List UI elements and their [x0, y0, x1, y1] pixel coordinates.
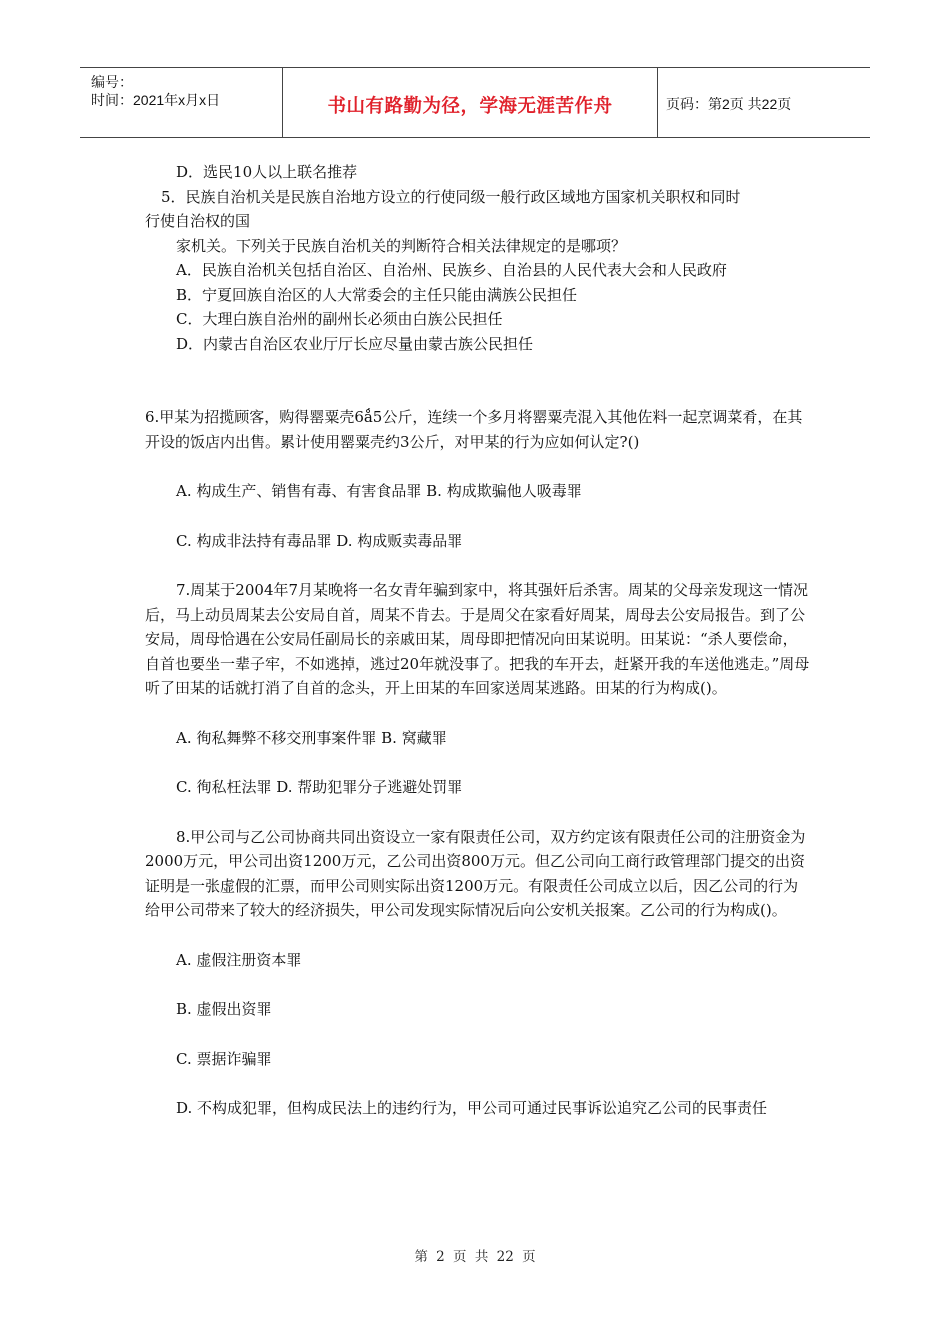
- q7-options-ab: A. 徇私舞弊不移交刑事案件罪 B. 窝藏罪: [176, 728, 447, 747]
- q8-stem: 8.甲公司与乙公司协商共同出资设立一家有限责任公司，双方约定该有限责任公司的注册资金为2000万元，甲公司出资1200万元，乙公司出资800万元。但乙公司向工商行政管理部门提交的出资证明是一张虚假的汇票，而甲公司则实际出资1200万元。有限责任公司成立以后，因乙公司的行为给甲公司带来了较大的经济损失，甲公司发现实际情况后向公安机关报案。乙公司的行为构成()。: [145, 827, 806, 919]
- header-motto: 书山有路勤为径，学海无涯苦作舟: [327, 96, 613, 117]
- q4-option-d: D．选民10人以上联名推荐: [176, 163, 358, 181]
- q5-option-b: B．宁夏回族自治区的人大常委会的主任只能由满族公民担任: [176, 285, 578, 304]
- q5-option-d: D．内蒙古自治区农业厅厅长应尽量由蒙古族公民担任: [176, 334, 534, 353]
- q7-stem: 7.周某于2004年7月某晚将一名女青年骗到家中，将其强奸后杀害。周某的父母亲发现这一情况后，马上动员周某去公安局自首，周某不肯去。于是周父在家看好周某，周母去公安局报告。到了公安局，周母恰遇在公安局任副局长的亲戚田某，周母即把情况向田某说明。田某说：“杀人要偿命，自首也要坐一辈子牢，不如逃掉，逃过20年就没事了。把我的车开去，赶紧开我的车送他逃走。”周母听了田某的话就打消了自首的念头，开上田某的车回家送周某逃路。田某的行为构成()。: [145, 581, 810, 697]
- q8-option-d: D. 不构成犯罪，但构成民法上的违约行为，甲公司可通过民事诉讼追究乙公司的民事责任: [176, 1099, 768, 1117]
- q8-option-b: B. 虚假出资罪: [176, 1000, 272, 1018]
- q5-stem-line1: 5．民族自治机关是民族自治地方设立的行使同级一般行政区域地方国家机关职权和同时: [161, 187, 741, 206]
- q5-stem-line3: 家机关。下列关于民族自治机关的判断符合相关法律规定的是哪项？: [176, 236, 627, 255]
- q6-options-cd: C. 构成非法持有毒品罪 D. 构成贩卖毒品罪: [176, 531, 463, 550]
- header-page-cell: [658, 68, 870, 137]
- q5-stem-line2: 行使自治权的国: [145, 212, 251, 230]
- header-info-cell: [80, 68, 283, 137]
- q5-option-a: A．民族自治机关包括自治区、自治州、民族乡、自治县的人民代表大会和人民政府: [176, 261, 727, 279]
- page-header: [80, 67, 870, 138]
- header-motto-cell: [283, 68, 658, 137]
- page-footer: 第 2 页 共 22 页: [414, 1249, 536, 1265]
- q5-option-c: C．大理白族自治州的副州长必须由白族公民担任: [176, 310, 503, 328]
- document-date-label: 时间：2021年x月x日: [91, 92, 221, 108]
- q8-option-c: C. 票据诈骗罪: [176, 1049, 272, 1068]
- document-code-label: 编号：: [91, 74, 133, 90]
- header-page-code: 页码：第2页 共22页: [666, 96, 792, 112]
- q7-options-cd: C. 徇私枉法罪 D. 帮助犯罪分子逃避处罚罪: [176, 778, 463, 796]
- q6-stem: 6.甲某为招揽顾客，购得罂粟壳6ǻ5公斤，连续一个多月将罂粟壳混入其他佐料一起烹调菜肴，在其开设的饭店内出售。累计使用罂粟壳约3公斤，对甲某的行为应如何认定?(): [145, 408, 803, 451]
- document-body: [145, 160, 810, 1121]
- q6-options-ab: A. 构成生产、销售有毒、有害食品罪 B. 构成欺骗他人吸毒罪: [176, 482, 582, 500]
- q8-option-a: A. 虚假注册资本罪: [176, 950, 302, 969]
